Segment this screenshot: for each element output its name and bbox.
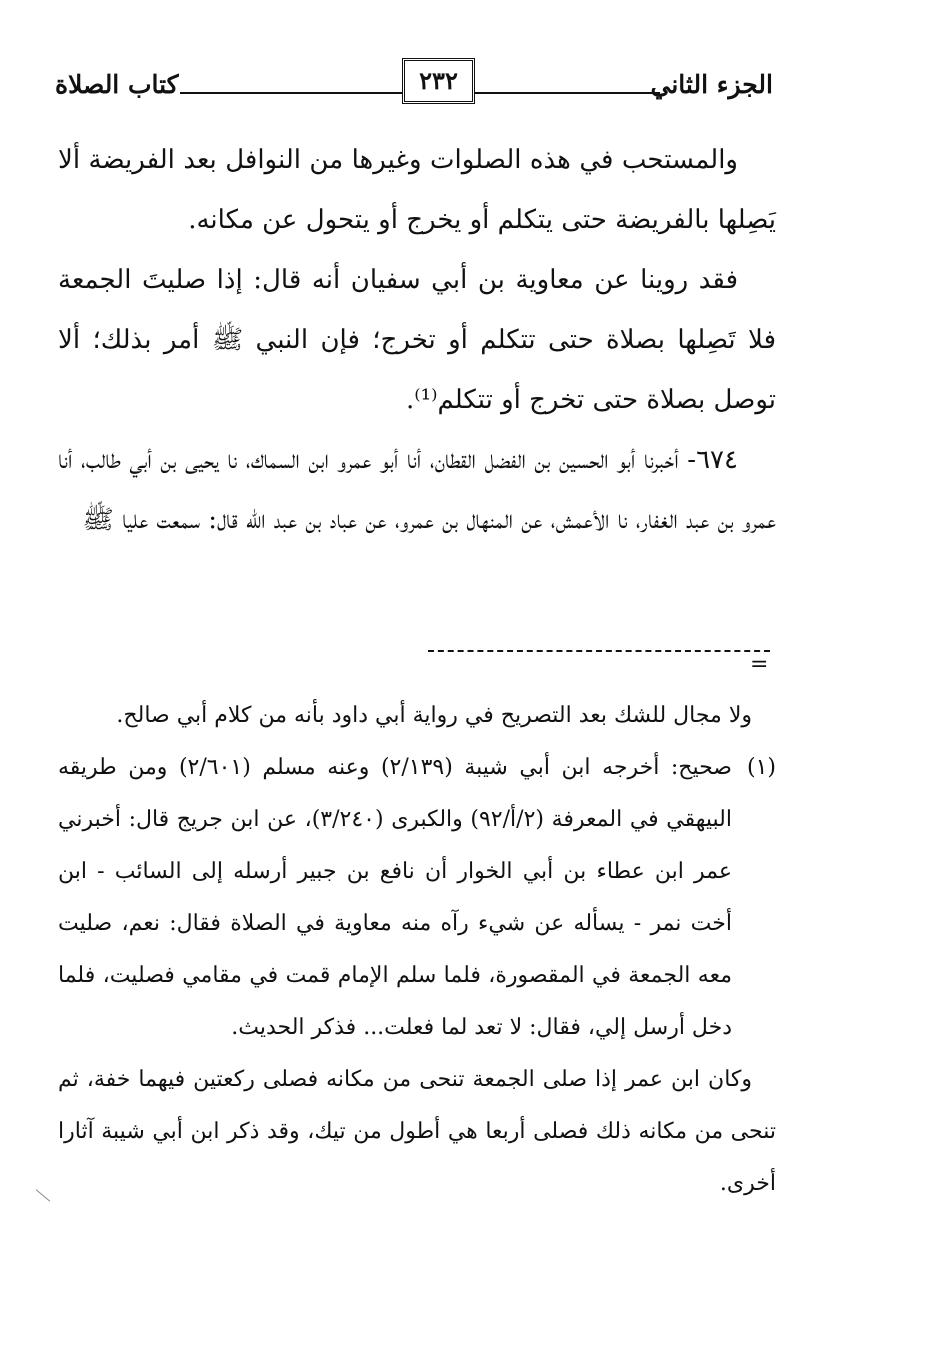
paragraph: فقد روينا عن معاوية بن أبي سفيان أنه قال: إذا صليتَ الجمعة فلا تَصِلها بصلاة حتى تتكلم أو تخرج؛ فإن النبي ﷺ أمر بذلك؛ ألا توصل بصلاة حتى تخرج أو تتكلم⁽¹⁾.: [58, 265, 776, 415]
footnote-continuation: ولا مجال للشك بعد التصريح في رواية أبي داود بأنه من كلام أبي صالح.: [116, 703, 752, 728]
page-header: [55, 58, 773, 110]
page-number: ٢٣٢: [402, 58, 475, 104]
paragraph: والمستحب في هذه الصلوات وغيرها من النوافل بعد الفريضة ألا يَصِلها بالفريضة حتى يتكلم أو يخرج أو يتحول عن مكانه.: [58, 145, 776, 235]
header-rule-left: [180, 92, 402, 94]
footnote-text: صحيح: أخرجه ابن أبي شيبة (٢/١٣٩) وعنه مسلم (٢/٦٠١) ومن طريقه البيهقي في المعرفة (٢/أ/٩٢) والكبرى (٣/٢٤٠)، عن ابن جريج قال: أخبرني عمر ابن عطاء بن أبي الخوار أن نافع بن جبير أرسله إلى السائب - ابن أخت نمر - يسأله عن شيء رآه منه معاوية في الصلاة فقال: نعم، صليت معه الجمعة في المقصورة، فلما سلم الإمام قمت في مقامي فصليت، فلما دخل أرسل إلي، فقال: لا تعد لما فعلت... فذكر الحديث.: [58, 755, 732, 1040]
footnote-1: [58, 742, 776, 1054]
footnotes: [58, 690, 776, 1210]
main-text: [58, 130, 776, 550]
separator-mark: =: [750, 652, 769, 677]
chapter-title: كتاب الصلاة: [55, 70, 179, 99]
footnote-marker: (١): [746, 755, 776, 780]
footnote-separator: [428, 650, 770, 652]
volume-title: الجزء الثاني: [650, 70, 773, 99]
footnote-extra: وكان ابن عمر إذا صلى الجمعة تنحى من مكانه فصلى ركعتين فيهما خفة، ثم تنحى من مكانه ذلك فصلى أربعا هي أطول من تيك، وقد ذكر ابن أبي شيبة آثارا أخرى.: [58, 1067, 776, 1196]
header-rule-right: [475, 92, 660, 94]
scan-mark: [36, 1189, 50, 1201]
paragraph: ٦٧٤- أخبرنا أبو الحسين بن الفضل القطان، أنا أبو عمرو ابن السماك، نا يحيى بن أبي طالب، أنا عمرو بن عبد الغفار، نا الأعمش، عن المنهال بن عمرو، عن عباد بن عبد الله قال: سمعت عليا ﷺ: [58, 445, 776, 535]
